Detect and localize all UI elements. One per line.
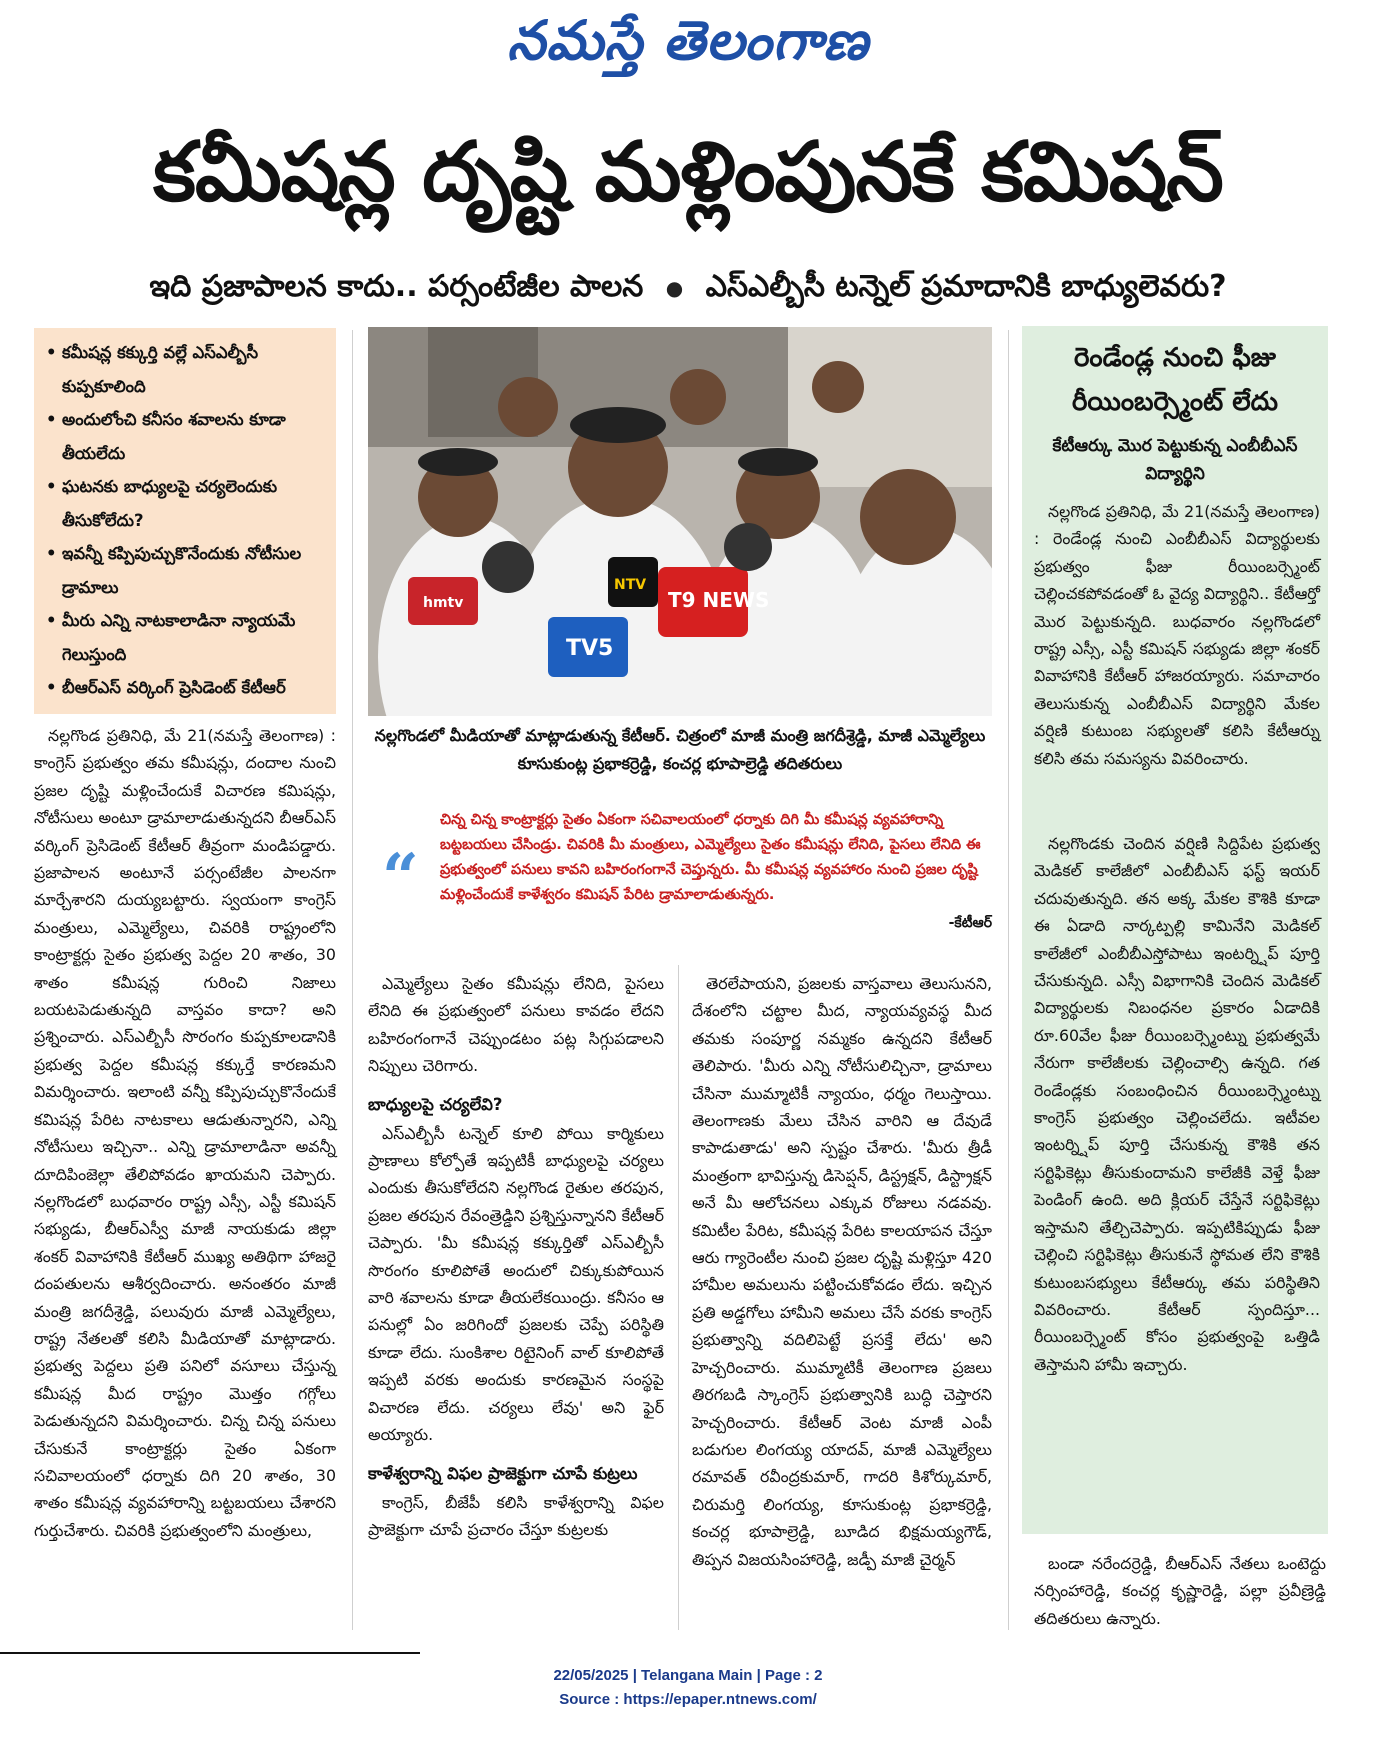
article-column-2 [368, 970, 664, 1543]
sidebar-paragraph: నల్లగొండ ప్రతినిధి, మే 21(నమస్తే తెలంగాణ) : రెండేండ్ల నుంచి ఎంబీబీఎస్ విద్యార్థులకు ప్రభుత్వం ఫీజు రీయింబర్స్మెంట్ చెల్లించకపోవడంతో ఓ వైద్య విద్యార్థిని.. కేటీఆర్తో మొర పెట్టుకున్నది. బుధవారం నల్లగొండలో రాష్ట్ర ఎస్సీ, ఎస్టీ కమిషన్ సభ్యుడు జిల్లా శంకర్ వివాహానికి కేటీఆర్ హాజరయ్యారు. సమాచారం తెలుసుకున్న ఎంబీబీఎస్ విద్యార్థిని మేకల వర్షిణి కుటుంబ సభ్యులతో కలిసి కేటీఆర్ను కలిసి తమ సమస్యను వివరించారు. [1034, 502, 1320, 768]
subhead [20, 265, 1356, 310]
bullet-icon: ● [665, 275, 684, 300]
article-paragraph: నల్లగొండ ప్రతినిధి, మే 21(నమస్తే తెలంగాణ) : కాంగ్రెస్ ప్రభుత్వం తమ కమీషన్లు, దందాల నుంచి ప్రజల దృష్టి మళ్లించేందుకే విచారణ కమిషన్లు, నోటీసులు అంటూ డ్రామాలాడుతున్నదని బీఆర్ఎస్ వర్కింగ్ ప్రెసిడెంట్ కేటీఆర్ తీవ్రంగా మండిపడ్డారు. ప్రజాపాలన అంటూనే పర్సంటేజీల పాలనగా మార్చేశారని దుయ్యబట్టారు. స్వయంగా కాంగ్రెస్ మంత్రులు, ఎమ్మెల్యేలు, చివరికి రాష్ట్రంలోని కాంట్రాక్టర్లు సైతం ప్రభుత్వ పెద్దల 20 శాతం, 30 శాతం కమీషన్ల గురించి నిజాలు బయటపెడుతున్నది వాస్తవం కాదా? అని ప్రశ్నించారు. ఎస్ఎల్బీసీ సొరంగం కుప్పకూలడానికి ప్రభుత్వ పెద్దల కమీషన్ల కక్కుర్తే కారణమని విమర్శించారు. ఇలాంటి వన్నీ కప్పిపుచ్చుకొనేందుకే కమిషన్ల పేరిట నాటకాలు ఆడుతున్నారని, ఎన్ని నోటీసులు ఇచ్చినా.. ఎన్ని డ్రామాలాడినా అవన్నీ దూదిపింజెల్లా తేలిపోవడం ఖాయమని చెప్పారు. నల్లగొండలో బుధవారం రాష్ట్ర ఎస్సీ, ఎస్టీ కమిషన్ సభ్యుడు, బీఆర్ఎస్వీ మాజీ నాయకుడు జిల్లా శంకర్ వివాహానికి కేటీఆర్ ముఖ్య అతిథిగా హాజరై దంపతులను ఆశీర్వదించారు. అనంతరం మాజీ మంత్రి జగదీశ్రెడ్డి, పలువురు మాజీ ఎమ్మెల్యేలు, రాష్ట్ర నేతలతో కలిసి మీడియాతో మాట్లాడారు. ప్రభుత్వ పెద్దలు ప్రతి పనిలో వసూలు చేస్తున్న కమీషన్ల మీద రాష్ట్రం మొత్తం గగ్గోలు పెడుతున్నదని విమర్శించారు. చిన్న చిన్న పనులు చేసుకునే కాంట్రాక్టర్లు సైతం ఏకంగా సచివాలయంలో ధర్నాకు దిగి 20 శాతం, 30 శాతం కమీషన్ల వ్యవహారాన్ని బట్టబయలు చేశారని గుర్తుచేశారు. చివరికి ప్రభుత్వంలోని మంత్రులు, [34, 726, 336, 1540]
mic-label-hmtv: hmtv [423, 595, 464, 611]
article-column-1 [34, 722, 336, 1544]
sidebar-body-top [1034, 498, 1320, 772]
sidebar-title: రెండేండ్ల నుంచి ఫీజు రీయింబర్స్మెంట్ లేదు [1071, 343, 1278, 417]
quote-mark-icon: “ [382, 840, 419, 915]
press-crowd-illustration [368, 327, 992, 716]
article-paragraph: తెరలేపాయని, ప్రజలకు వాస్తవాలు తెలుసునని, దేశంలోని చట్టాల మీద, న్యాయవ్యవస్థ మీద తమకు సంపూర్ణ నమ్మకం ఉన్నదని కేటీఆర్ తెలిపారు. 'మీరు ఎన్ని నోటీసులిచ్చినా, డ్రామాలు చేసినా ముమ్మాటికీ న్యాయం, ధర్మం గెలుస్తాయి. తెలంగాణకు మేలు చేసిన వారిని ఆ దేవుడే కాపాడుతాడు' అని స్పష్టం చేశారు. 'మీరు త్రీడీ మంత్రంగా భావిస్తున్న డిసెప్షన్, డిస్ట్రక్షన్, డిస్ట్రాక్షన్ అనే మీ ఆలోచనలు ఎక్కువ రోజులు నడవవు. కమిటీల పేరిట, కమీషన్ల పేరిట కాలయాపన చేస్తూ ఆరు గ్యారెంటీల నుంచి ప్రజల దృష్టి మళ్లిస్తూ 420 హామీల అమలును పట్టించుకోవడం లేదు. ఇచ్చిన ప్రతి అడ్డగోలు హామీని అమలు చేసే వరకు కాంగ్రెస్ ప్రభుత్వాన్ని వదిలిపెట్టే ప్రసక్తే లేదు' అని హెచ్చరించారు. ముమ్మాటికీ తెలంగాణ ప్రజలు తిరగబడి స్కాంగ్రెస్ ప్రభుత్వానికి బుద్ధి చెప్తారని హెచ్చరించారు. కేటీఆర్ వెంట మాజీ ఎంపీ బడుగుల లింగయ్య యాదవ్, మాజీ ఎమ్మెల్యేలు రమావత్ రవీంద్రకుమార్, గాదరి కిశోర్కుమార్, చిరుమర్తి లింగయ్య, కూసుకుంట్ల ప్రభాకర్రెడ్డి, కంచర్ల భూపాల్రెడ్డి, బూడిద భిక్షమయ్యగౌడ్, తిప్పన విజయసింహారెడ్డి, జడ్పీ మాజీ చైర్మన్ [692, 974, 992, 1569]
headline: కమీషన్ల దృష్టి మళ్లింపునకే కమిషన్ [153, 125, 1223, 220]
column-divider [352, 330, 353, 1630]
footer [0, 1664, 1376, 1712]
subhead-right: ఎస్ఎల్బీసీ టన్నెల్ ప్రమాదానికి బాధ్యులెవరు? [705, 269, 1227, 304]
column-divider [1008, 330, 1009, 1630]
pull-quote: చిన్న చిన్న కాంట్రాక్టర్లు సైతం ఏకంగా సచివాలయంలో ధర్నాకు దిగి మీ కమీషన్ల వ్యవహారాన్ని బట్టబయలు చేసిండ్రు. చివరికి మీ మంత్రులు, ఎమ్మెల్యేలు సైతం కమీషన్లు లేనిది, పైసలు లేనిది ఈ ప్రభుత్వంలో పనులు కావని బహిరంగంగానే చెప్తున్నరు. మీ కమీషన్ల వ్యవహారం నుంచి ప్రజల దృష్టి మళ్లించేందుకే కాళేశ్వరం కమిషన్ పేరిట డ్రామాలాడుతున్నరు. [440, 812, 981, 903]
section-heading: బాధ్యులపై చర్యలేవి? [368, 1094, 503, 1114]
highlight-item: • ఘటనకు బాధ్యులపై చర్యలెందుకు తీసుకోలేదు? [44, 470, 326, 537]
article-paragraph: ఎమ్మెల్యేలు సైతం కమీషన్లు లేనిది, పైసలు లేనిది ఈ ప్రభుత్వంలో పనులు కావడం లేదని బహిరంగంగానే చెప్పుండటం పట్ల సిగ్గుపడాలని నిప్పులు చెరిగారు. [368, 974, 664, 1076]
highlight-item: • ఇవన్నీ కప్పిపుచ్చుకొనేందుకు నోటీసుల డ్రామాలు [44, 537, 326, 604]
quote-attribution: -కేటీఆర్ [948, 915, 992, 931]
article-paragraph: బండా నరేందర్రెడ్డి, బీఆర్ఎస్ నేతలు ఒంటెద్దు నర్సింహారెడ్డి, కంచర్ల కృష్ణారెడ్డి, పల్లా ప్రవీణ్రెడ్డి తదితరులు ఉన్నారు. [1034, 1554, 1326, 1628]
news-photo [368, 327, 992, 716]
sidebar-subtitle: కేటీఆర్కు మొర పెట్టుకున్న ఎంబీబీఎస్ విద్యార్థిని [1052, 436, 1298, 484]
footer-source-link[interactable]: Source : https://epaper.ntnews.com/ [559, 1691, 817, 1708]
footer-rule [0, 1652, 420, 1654]
highlight-item: • బీఆర్ఎస్ వర్కింగ్ ప్రెసిడెంట్ కేటీఆర్ [44, 671, 326, 705]
footer-date-line: 22/05/2025 | Telangana Main | Page : 2 [553, 1667, 823, 1684]
mic-label-t9: T9 NEWS [668, 588, 770, 612]
article-paragraph: ఎస్ఎల్బీసీ టన్నెల్ కూలి పోయి కార్మికులు ప్రాణాలు కోల్పోతే ఇప్పటికీ బాధ్యులపై చర్యలు ఎందుకు తీసుకోలేదని నల్లగొండ రైతుల తరపున, ప్రజల తరపున రేవంత్రెడ్డిని ప్రశ్నిస్తున్నానని కేటీఆర్ చెప్పారు. 'మీ కమీషన్ల కక్కుర్తితో ఎస్ఎల్బీసీ సొరంగం కూలిపోతే అందులో చిక్కుకుపోయిన వారి శవాలను కూడా తీయలేకయింద్రు. కనీసం ఆ పనుల్లో ఏం జరిగిందో ప్రజలకు చెప్పే పరిస్థితి కూడా లేదు. సుంకిశాల రిటైనింగ్ వాల్ కూలిపోతే ఇప్పటి వరకు అందుకు కారణమైన సంస్థపై విచారణ లేదు. చర్యలు లేవు' అని ఫైర్ అయ్యారు. [368, 1123, 664, 1445]
mic-label-tv5: TV5 [566, 636, 614, 661]
mic-label-ntv: NTV [614, 577, 647, 593]
photo-caption: నల్లగొండలో మీడియాతో మాట్లాడుతున్న కేటీఆర్. చిత్రంలో మాజీ మంత్రి జగదీశ్రెడ్డి, మాజీ ఎమ్మెల్యేలు కూసుకుంట్ల ప్రభాకర్రెడ్డి, కంచర్ల భూపాల్రెడ్డి తదితరులు [374, 726, 986, 773]
masthead-logo: నమస్తే తెలంగాణ [507, 8, 869, 72]
subhead-left: ఇది ప్రజాపాలన కాదు.. పర్సంటేజీల పాలన [149, 269, 644, 304]
highlight-item: • మీరు ఎన్ని నాటకాలాడినా న్యాయమే గెలుస్తుంది [44, 604, 326, 671]
highlight-item: • అందులోంచి కనీసం శవాలను కూడా తీయలేదు [44, 403, 326, 470]
column-divider [678, 965, 679, 1630]
section-heading: కాళేశ్వరాన్ని విఫల ప్రాజెక్టుగా చూపే కుట్రలు [368, 1463, 638, 1483]
article-paragraph: కాంగ్రెస్, బీజేపీ కలిసి కాళేశ్వరాన్ని విఫల ప్రాజెక్టుగా చూపే ప్రచారం చేస్తూ కుట్రలకు [368, 1492, 664, 1539]
highlight-item: • కమీషన్ల కక్కుర్తి వల్లే ఎస్ఎల్బీసీ కుప్పకూలింది [44, 336, 326, 403]
sidebar-body-rest [1034, 830, 1320, 1378]
highlights-box [34, 328, 336, 714]
article-tail [1034, 1550, 1326, 1632]
article-column-3 [692, 970, 992, 1573]
sidebar-paragraph: నల్లగొండకు చెందిన వర్షిణి సిద్దిపేట ప్రభుత్వ మెడికల్ కాలేజీలో ఎంబీబీఎస్ ఫస్ట్ ఇయర్ చదువుతున్నది. తన అక్క మేకల కౌశికి కూడా ఈ ఏడాది నార్కట్పల్లి కామినేని మెడికల్ కాలేజీలో ఎంబీబీఎస్తోపాటు ఇంటర్న్షిప్ పూర్తి చేసుకున్నది. ఎస్సీ విభాగానికి చెందిన మెడికల్ విద్యార్థులకు నిబంధనల ప్రకారం ఏడాదికి రూ.60వేల ఫీజు రీయింబర్స్మెంట్ను ప్రభుత్వమే నేరుగా కాలేజీలకు చెల్లించాల్సి ఉన్నది. గత రెండేండ్లకు సంబంధించిన రీయింబర్స్మెంట్ను కాంగ్రెస్ ప్రభుత్వం చెల్లించలేదు. ఇటీవల ఇంటర్న్షిప్ పూర్తి చేసుకున్న కౌశికి తన సర్టిఫికెట్లు తీసుకుందామని కాలేజీకి వెళ్తే ఫీజు పెండింగ్ ఉంది. అది క్లియర్ చేస్తేనే సర్టిఫికెట్లు ఇస్తామని తేల్చిచెప్పారు. ఇప్పటికిప్పుడు ఫీజు చెల్లించి సర్టిఫికెట్లు తీసుకునే స్థోమత లేని కౌశికి కుటుంబసభ్యులు కేటీఆర్కు తమ పరిస్థితిని వివరించారు. కేటీఆర్ స్పందిస్తూ... రీయింబర్స్మెంట్ కోసం ప్రభుత్వంపై ఒత్తిడి తెస్తామని హామీ ఇచ్చారు. [1034, 834, 1320, 1374]
